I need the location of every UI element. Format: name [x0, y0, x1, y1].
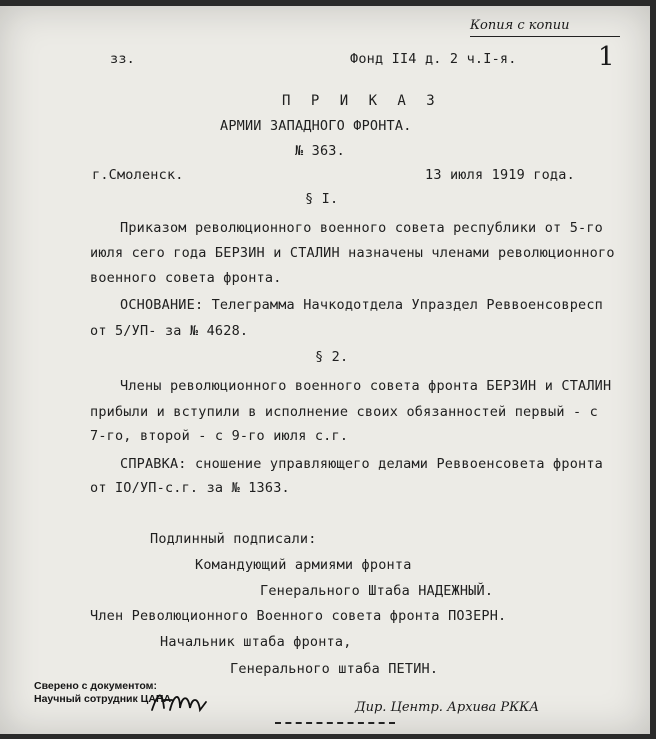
document-subtitle: АРМИИ ЗАПАДНОГО ФРОНТА.: [220, 118, 412, 134]
section-2-heading: § 2.: [315, 349, 349, 365]
reference-line: от IO/УП-с.г. за № 1363.: [90, 480, 290, 496]
signature-line: Генерального Штаба НАДЕЖНЫЙ.: [260, 583, 494, 599]
signature-line: Генерального штаба ПЕТИН.: [230, 661, 439, 677]
order-number: № 363.: [295, 143, 345, 159]
header-left: зз.: [110, 51, 135, 67]
date: 13 июля 1919 года.: [425, 167, 575, 183]
verification-line: Научный сотрудник ЦАНА: [34, 693, 172, 705]
section-1-line: военного совета фронта.: [90, 270, 282, 286]
verification-line: Сверено с документом:: [34, 680, 157, 692]
director-underline: [275, 722, 395, 724]
signature-line: Член Революционного Военного совета фронта ПОЗЕРН.: [90, 608, 507, 624]
page-number: 1: [598, 42, 615, 72]
copy-note-underline: [470, 36, 620, 37]
reference-line: СПРАВКА: сношение управляющего делами Реввоенсовета фронта: [120, 456, 604, 472]
basis-line: от 5/УП- за № 4628.: [90, 323, 249, 339]
signature-line: Начальник штаба фронта,: [160, 634, 352, 650]
section-2-line: Члены революционного военного совета фронта БЕРЗИН и СТАЛИН: [120, 378, 612, 394]
copy-note: Копия с копии: [470, 18, 570, 33]
signature-line: Командующий армиями фронта: [195, 557, 412, 573]
basis-line: ОСНОВАНИЕ: Телеграмма Начкодотдела Упраздел Реввоенсовресп: [120, 297, 604, 313]
director-note: Дир. Центр. Архива РККА: [355, 700, 540, 715]
document-title: П Р И К А З: [282, 93, 441, 109]
place: г.Смоленск.: [92, 167, 184, 183]
archive-reference: Фонд II4 д. 2 ч.I-я.: [350, 51, 517, 67]
section-1-heading: § I.: [305, 191, 339, 207]
signed-label: Подлинный подписали:: [150, 531, 317, 547]
section-1-line: июля сего года БЕРЗИН и СТАЛИН назначены членами революционного: [90, 245, 615, 261]
handwritten-signature: [150, 686, 210, 716]
section-2-line: прибыли и вступили в исполнение своих обязанностей первый - с: [90, 404, 598, 420]
section-1-line: Приказом революционного военного совета республики от 5-го: [120, 220, 604, 236]
section-2-line: 7-го, второй - с 9-го июля с.г.: [90, 428, 349, 444]
document-sheet: [0, 6, 650, 734]
